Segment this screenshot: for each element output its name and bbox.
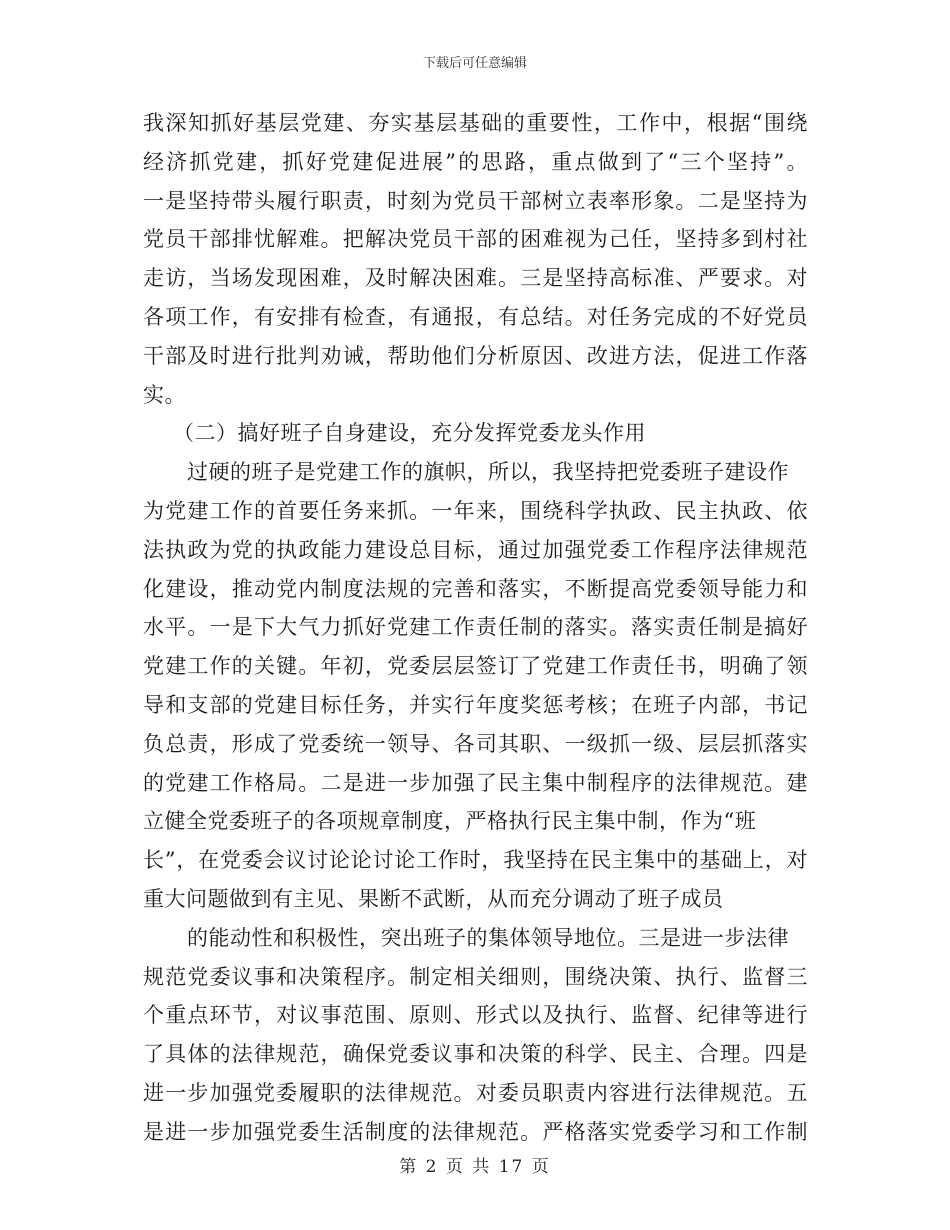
text-line: 负总责，形成了党委统一领导、各司其职、一级抓一级、层层抓落实 (143, 731, 808, 756)
text-line: 过硬的班子是党建工作的旗帜，所以，我坚持把党委班子建设作 (187, 460, 789, 485)
text-line: 进一步加强党委履职的法律规范。对委员职责内容进行法律规范。五 (143, 1080, 808, 1105)
header-note: 下载后可任意编辑 (422, 56, 527, 71)
body-text (143, 104, 808, 1152)
text-line: 水平。一是下大气力抓好党建工作责任制的落实。落实责任制是搞好 (143, 615, 808, 640)
text-line: 导和支部的党建目标任务，并实行年度奖惩考核；在班子内部，书记 (143, 692, 808, 717)
text-line: 我深知抓好基层党建、夯实基层基础的重要性，工作中，根据“围绕 (143, 111, 808, 135)
text-line: 走访，当场发现困难，及时解决困难。三是坚持高标准、严要求。对 (143, 266, 808, 291)
section-heading: （二）搞好班子自身建设，充分发挥党委龙头作用 (173, 421, 646, 446)
text-line: 的党建工作格局。二是进一步加强了民主集中制程序的法律规范。建 (143, 770, 808, 795)
text-line: 化建设，推动党内制度法规的完善和落实，不断提高党委领导能力和 (143, 576, 808, 601)
text-line: 经济抓党建，抓好党建促进展”的思路，重点做到了“三个坚持”。 (143, 149, 808, 174)
text-line: 一是坚持带头履行职责，时刻为党员干部树立表率形象。二是坚持为 (143, 188, 808, 213)
text-line: 了具体的法律规范，确保党委议事和决策的科学、民主、合理。四是 (143, 1042, 808, 1067)
text-line: 各项工作，有安排有检查，有通报，有总结。对任务完成的不好党员 (143, 304, 808, 329)
text-line: 长”，在党委会议讨论论讨论工作时，我坚持在民主集中的基础上，对 (143, 848, 808, 873)
text-line: 立健全党委班子的各项规章制度，严格执行民主集中制，作为“班 (143, 809, 757, 834)
text-line: 是进一步加强党委生活制度的法律规范。严格落实党委学习和工作制 (143, 1119, 808, 1144)
text-line: 实。 (143, 382, 186, 407)
text-line: 为党建工作的首要任务来抓。一年来，围绕科学执政、民主执政、依 (143, 498, 808, 523)
page-footer: 第 2 页 共 17 页 (399, 1157, 551, 1177)
text-line: 党员干部排忧解难。把解决党员干部的困难视为己任，坚持多到村社 (143, 227, 808, 252)
text-line: 的能动性和积极性，突出班子的集体领导地位。三是进一步法律 (187, 925, 789, 950)
text-line: 个重点环节，对议事范围、原则、形式以及执行、监督、纪律等进行 (143, 1003, 808, 1028)
text-line: 干部及时进行批判劝诫，帮助他们分析原因、改进方法，促进工作落 (143, 343, 808, 368)
text-line: 重大问题做到有主见、果断不武断，从而充分调动了班子成员 (143, 886, 724, 911)
text-line: 规范党委议事和决策程序。制定相关细则，围绕决策、执行、监督三 (143, 964, 808, 989)
text-line: 法执政为党的执政能力建设总目标，通过加强党委工作程序法律规范 (143, 537, 808, 562)
text-line: 党建工作的关键。年初，党委层层签订了党建工作责任书，明确了领 (143, 654, 808, 679)
